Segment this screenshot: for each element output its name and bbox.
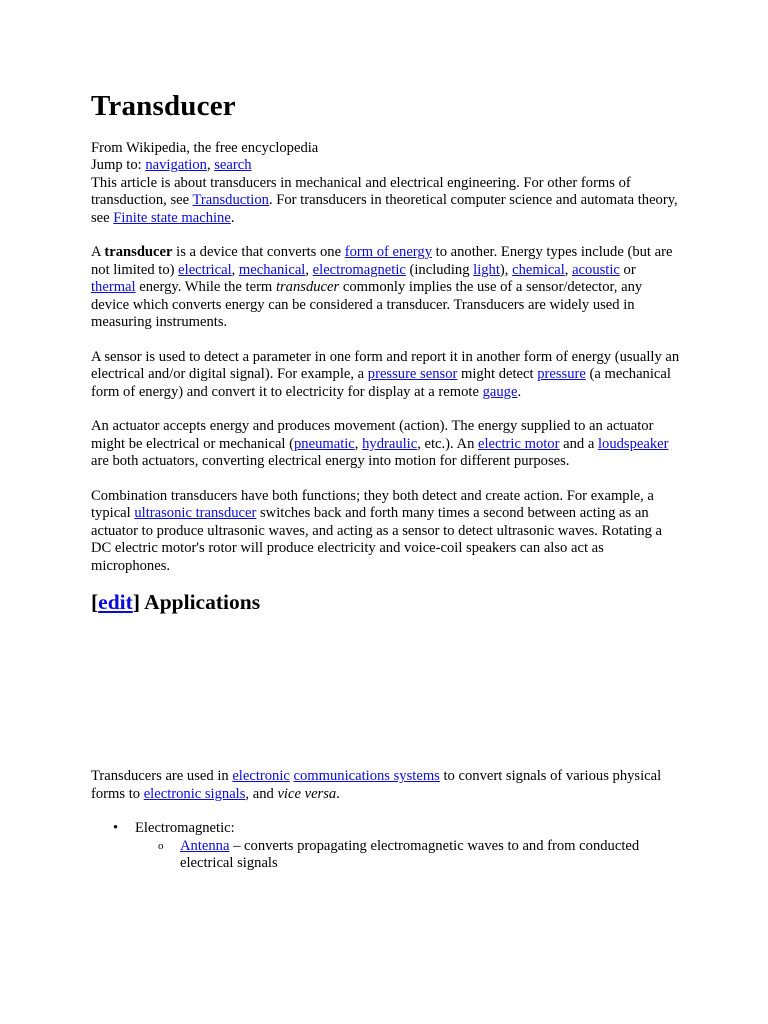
p1-text: , bbox=[231, 261, 239, 278]
ultrasonic-transducer-link[interactable]: ultrasonic transducer bbox=[134, 505, 257, 522]
p4-text: Combination transducers have both functions; they both detect and create action. For example, a typical bbox=[91, 488, 654, 522]
p3-text: are both actuators, converting electrical energy into motion for different purposes. bbox=[91, 453, 570, 470]
antenna-link[interactable]: Antenna bbox=[180, 837, 230, 854]
sensor-paragraph bbox=[91, 349, 681, 401]
p5-text: to convert signals of various physical forms to bbox=[91, 768, 662, 802]
p1-text: is a device that converts one bbox=[172, 244, 345, 261]
navigation-link[interactable]: navigation bbox=[145, 157, 207, 174]
electronic-link[interactable]: electronic bbox=[232, 768, 290, 785]
electromagnetic-link[interactable]: electromagnetic bbox=[312, 261, 406, 278]
p3-text: and a bbox=[559, 435, 598, 452]
hatnote bbox=[91, 175, 681, 227]
blank-area bbox=[91, 615, 681, 768]
hatnote-text-2: . For transducers in theoretical computer science and automata theory, see bbox=[91, 192, 678, 226]
p5-text: Transducers are used in bbox=[91, 768, 233, 785]
gauge-link[interactable]: gauge bbox=[482, 383, 518, 400]
p5-text: . bbox=[336, 785, 340, 802]
p4-text: switches back and forth many times a second between acting as an actuator to produce ultrasonic waves, and acting as a sensor to detect ultrasonic waves. Rotating a DC electric motor's rotor will produce electricity and voice-coil speakers can also act as microphones. bbox=[91, 505, 662, 574]
section-heading-applications bbox=[91, 589, 681, 615]
search-link[interactable]: search bbox=[214, 157, 252, 174]
pneumatic-link[interactable]: pneumatic bbox=[294, 435, 355, 452]
pressure-sensor-link[interactable]: pressure sensor bbox=[367, 366, 458, 383]
p5-italic-term: vice versa bbox=[277, 785, 337, 802]
form-of-energy-link[interactable]: form of energy bbox=[344, 244, 432, 261]
electronic-signals-link[interactable]: electronic signals bbox=[143, 785, 246, 802]
p1-text: or bbox=[619, 261, 636, 278]
list-item bbox=[180, 838, 681, 873]
page-title: Transducer bbox=[91, 90, 236, 122]
electrical-link[interactable]: electrical bbox=[178, 261, 232, 278]
finite-state-machine-link[interactable]: Finite state machine bbox=[113, 209, 231, 226]
p1-text: to another. Energy types include (but are not limited to) bbox=[91, 244, 673, 278]
p1-bold-term: transducer bbox=[104, 244, 173, 261]
mechanical-link[interactable]: mechanical bbox=[238, 261, 306, 278]
p3-text: , bbox=[354, 435, 363, 452]
loudspeaker-link[interactable]: loudspeaker bbox=[597, 435, 669, 452]
p1-text: A bbox=[91, 244, 105, 261]
p3-text: , etc.). An bbox=[417, 435, 479, 452]
edit-bracket-close: ] bbox=[132, 590, 145, 615]
p2-text: (a mechanical form of energy) and convert it to electricity for display at a remote bbox=[91, 366, 671, 400]
chemical-link[interactable]: chemical bbox=[512, 261, 565, 278]
p3-text: An actuator accepts energy and produces movement (action). The energy supplied to an actuator might be electrical or mechanical ( bbox=[91, 418, 654, 452]
thermal-link[interactable]: thermal bbox=[91, 279, 136, 296]
list-item-label: Electromagnetic: bbox=[135, 820, 235, 837]
transduction-link[interactable]: Transduction bbox=[192, 192, 269, 209]
intro-paragraph bbox=[91, 244, 681, 331]
applications-paragraph bbox=[91, 768, 681, 803]
combination-paragraph bbox=[91, 488, 681, 575]
p2-text: might detect bbox=[457, 366, 538, 383]
p1-text: ), bbox=[499, 261, 513, 278]
jump-prefix: Jump to: bbox=[91, 157, 146, 174]
section-title: Applications bbox=[144, 590, 261, 615]
p2-text: A sensor is used to detect a parameter in one form and report it in another form of energy (usually an electrical and/or digital signal). For example, a bbox=[91, 348, 680, 383]
p1-text: energy. While the term bbox=[135, 279, 276, 296]
from-line: From Wikipedia, the free encyclopedia bbox=[91, 140, 319, 156]
pressure-link[interactable]: pressure bbox=[537, 366, 586, 383]
p1-italic-term: transducer bbox=[275, 279, 340, 296]
jump-to-line bbox=[91, 157, 681, 174]
sub-item-text: – converts propagating electromagnetic waves to and from conducted electrical signals bbox=[180, 837, 640, 872]
edit-section-link[interactable]: edit bbox=[98, 590, 133, 615]
communications-systems-link[interactable]: communications systems bbox=[293, 768, 440, 785]
actuator-paragraph bbox=[91, 418, 681, 470]
hydraulic-link[interactable]: hydraulic bbox=[362, 435, 418, 452]
electric-motor-link[interactable]: electric motor bbox=[478, 435, 560, 452]
applications-list bbox=[91, 820, 681, 872]
list-item bbox=[135, 820, 681, 872]
sub-list bbox=[135, 838, 681, 873]
light-link[interactable]: light bbox=[473, 261, 500, 278]
acoustic-link[interactable]: acoustic bbox=[572, 261, 620, 278]
p1-text: , bbox=[564, 261, 573, 278]
article bbox=[91, 88, 681, 873]
p1-text: , bbox=[305, 261, 313, 278]
p1-text: commonly implies the use of a sensor/detector, any device which converts energy can be considered a transducer. Transducers are widely used in measuring instruments. bbox=[91, 279, 643, 331]
hatnote-text-3: . bbox=[230, 209, 235, 226]
p5-text: , and bbox=[245, 785, 278, 802]
edit-bracket-open: [ bbox=[91, 590, 99, 615]
p2-text: . bbox=[517, 383, 522, 400]
p1-text: (including bbox=[405, 261, 474, 278]
jump-separator: , bbox=[206, 157, 215, 174]
hatnote-text-1: This article is about transducers in mechanical and electrical engineering. For other forms of transduction, see bbox=[91, 174, 631, 209]
